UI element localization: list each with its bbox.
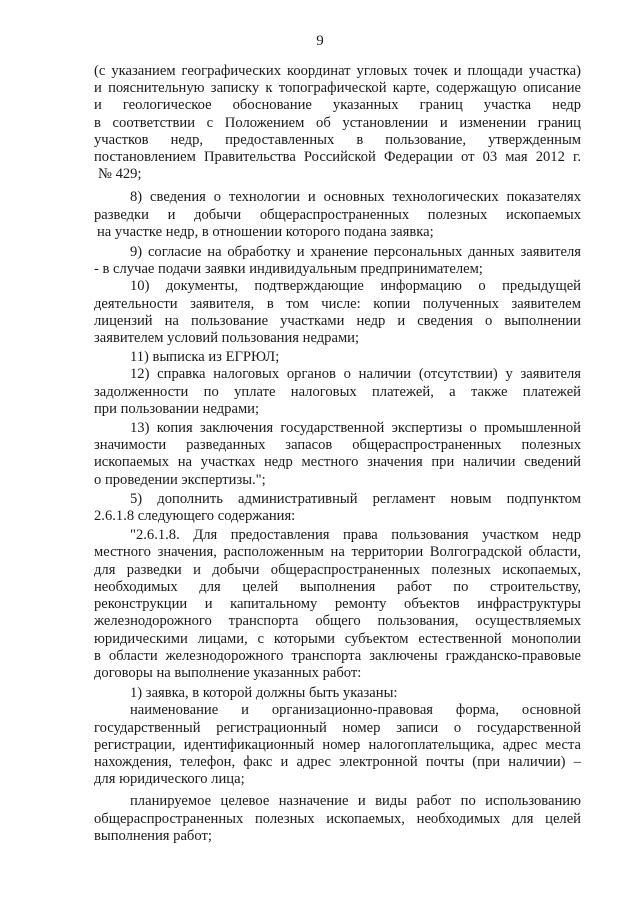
- text-line: и пояснительную записку к топографической карте, содержащую описание: [94, 80, 581, 97]
- text-line: участков недр, предоставленных в пользование, утвержденным: [94, 131, 581, 148]
- text-line: 1) заявка, в которой должны быть указаны:: [130, 685, 398, 702]
- page-number: 9: [316, 33, 324, 49]
- text-line: лицензий на пользование участками недр и сведения о выполнении: [94, 312, 581, 329]
- text-line: заявителем условий пользования недрами;: [94, 330, 360, 347]
- text-line: и геологическое обоснование указанных границ участка недр: [94, 97, 581, 114]
- text-line: (с указанием географических координат угловых точек и площади участка): [94, 63, 581, 79]
- text-line: железнодорожного транспорта общего пользования, осуществляемых: [94, 613, 581, 630]
- text-line: деятельности заявителя, в том числе: копии полученных заявителем: [94, 295, 581, 312]
- text-line: 13) копия заключения государственной экспертизы о промышленной: [130, 420, 581, 437]
- text-line: 10) документы, подтверждающие информацию о предыдущей: [130, 278, 581, 295]
- text-line: № 429;: [98, 166, 142, 183]
- text-line: регистрации, идентификационный номер налогоплательщика, адрес места: [94, 736, 581, 753]
- text-line: 12) справка налоговых органов о наличии (отсутствии) у заявителя: [130, 366, 581, 383]
- text-line: нахождения, телефон, факс и адрес электронной почты (при наличии) –: [94, 753, 581, 770]
- text-line: для юридического лица;: [94, 771, 245, 788]
- text-line: на участке недр, в отношении которого подана заявка;: [97, 223, 434, 240]
- text-line: задолженности по уплате налоговых платежей, а также платежей: [94, 383, 581, 400]
- text-line: 8) сведения о технологии и основных технологических показателях: [130, 189, 581, 206]
- text-line: юридическими лицами, с которыми субъектом естественной монополии: [94, 630, 581, 647]
- text-line: разведки и добычи общераспространенных полезных ископаемых: [94, 206, 581, 223]
- text-line: в области железнодорожного транспорта заключены гражданско-правовые: [94, 647, 581, 664]
- text-line: планируемое целевое назначение и виды работ по использованию: [130, 793, 581, 810]
- text-line: при пользовании недрами;: [94, 400, 260, 417]
- text-line: о проведении экспертизы.";: [94, 471, 266, 488]
- text-line: необходимых для целей выполнения работ по строительству,: [94, 578, 581, 595]
- text-line: государственный регистрационный номер записи о государственной: [94, 719, 581, 736]
- text-line: для разведки и добычи общераспространенных полезных ископаемых,: [94, 561, 581, 578]
- text-line: 2.6.1.8 следующего содержания:: [94, 508, 296, 525]
- text-line: выполнения работ;: [94, 827, 212, 844]
- text-line: договоры на выполнение указанных работ:: [94, 664, 362, 681]
- text-line: в соответствии с Положением об установлении и изменении границ: [94, 114, 581, 131]
- text-line: местного значения, расположенным на территории Волгоградской области,: [94, 544, 581, 561]
- text-line: наименование и организационно-правовая форма, основной: [130, 702, 581, 719]
- text-line: "2.6.1.8. Для предоставления права пользования участком недр: [130, 527, 581, 544]
- text-line: 11) выписка из ЕГРЮЛ;: [130, 349, 280, 366]
- text-line: значимости разведанных запасов общераспространенных полезных: [94, 437, 581, 454]
- text-line: реконструкции и капитальному ремонту объектов инфраструктуры: [94, 596, 581, 613]
- text-line: 9) согласие на обработку и хранение персональных данных заявителя: [130, 244, 581, 261]
- text-line: постановлением Правительства Российской Федерации от 03 мая 2012 г.: [94, 149, 581, 166]
- text-line: 5) дополнить административный регламент новым подпунктом: [130, 490, 581, 507]
- text-line: общераспространенных полезных ископаемых, необходимых для целей: [94, 810, 581, 827]
- text-line: - в случае подачи заявки индивидуальным предпринимателем;: [94, 261, 483, 278]
- text-line: ископаемых на участках недр местного значения при наличии сведений: [94, 454, 581, 471]
- body-text: [94, 63, 581, 845]
